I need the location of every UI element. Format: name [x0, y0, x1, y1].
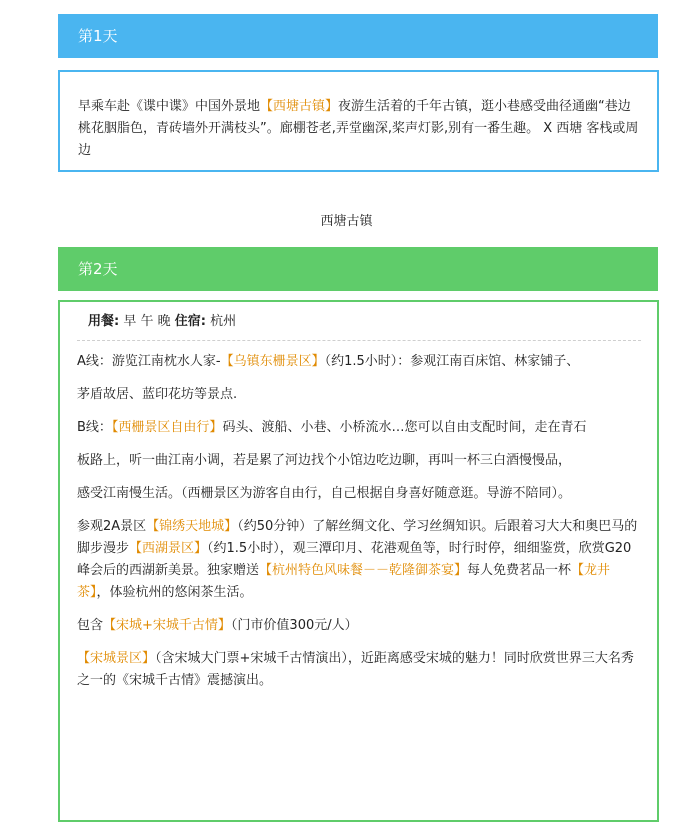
day1-content-box	[58, 70, 659, 172]
p6-highlight-3: 【杭州特色风味餐－－乾隆御茶宴】	[259, 563, 468, 578]
p6-text-e: ，体验杭州的悠闲茶生活。	[96, 585, 253, 600]
p8-highlight: 【宋城景区】	[77, 651, 156, 666]
day2-paragraph-3	[77, 417, 641, 439]
p1-highlight: 【乌镇东栅景区】	[220, 354, 325, 369]
day2-paragraph-5: 感受江南慢生活。（西栅景区为游客自由行，自己根据自身喜好随意逛。导游不陪同）。	[77, 486, 572, 501]
day1-text-after: 夜游生活着的千年古镇，逛小巷感受曲径通幽“巷边桃花胭脂色，青砖墙外开满枝头”。廊棚苍老,弄堂幽深,桨声灯影,别有一番生趣。 X 西塘 客栈或周边	[78, 99, 639, 158]
meals-value: 早 午 晚	[119, 314, 175, 329]
day2-paragraph-6	[77, 516, 641, 604]
p7-text: 包含	[77, 618, 104, 633]
day2-paragraph-8	[77, 648, 641, 692]
p3-text: B线：	[77, 420, 112, 435]
stay-value: 杭州	[205, 314, 237, 329]
p8-text: （含宋城大门票+宋城千古情演出），近距离感受宋城的魅力！同时欣赏世界三大名秀之一的《宋城千古情》震撼演出。	[77, 651, 634, 688]
p6-highlight-4: 【龙井茶】	[77, 563, 611, 600]
p6-highlight-2: 【西湖景区】	[129, 541, 208, 556]
day2-content-box	[58, 300, 659, 822]
photo-caption: 西塘古镇	[320, 214, 373, 229]
p6-text-d: 每人免费茗品一杯	[467, 563, 572, 578]
day2-paragraph-7	[77, 615, 641, 637]
meals-stay-row	[77, 312, 641, 336]
day2-paragraph-4: 板路上，听一曲江南小调，若是累了河边找个小馆边吃边聊，再叫一杯三白酒慢慢品，	[77, 453, 572, 468]
day2-header: 第2天	[58, 247, 658, 291]
stay-label: 住宿:	[174, 314, 206, 329]
p6-text: 参观2A景区	[77, 519, 147, 534]
day2-paragraph-1	[77, 351, 641, 373]
dashed-divider	[77, 340, 641, 341]
day1-text-before: 早乘车赴《谍中谍》中国外景地	[78, 99, 261, 114]
day1-description	[78, 96, 643, 162]
p1-text-after: （约1.5小时）：参观江南百床馆、林家铺子、	[324, 354, 580, 369]
p6-highlight-1: 【锦绣天地城】	[146, 519, 238, 534]
day1-header: 第1天	[58, 14, 658, 58]
p7-text-after: （门市价值300元/人）	[230, 618, 358, 633]
p7-highlight: 【宋城+宋城千古情】	[103, 618, 231, 633]
day1-highlight: 【西塘古镇】	[260, 99, 339, 114]
p3-highlight: 【西栅景区自由行】	[111, 420, 223, 435]
meals-label: 用餐:	[88, 314, 120, 329]
p6-text-b: （约50分钟）了解丝绸文化、学习丝绸知识。后跟着习大大和奥巴马的脚步漫步	[77, 519, 638, 556]
day2-paragraph-2: 茅盾故居、蓝印花坊等景点.	[77, 387, 238, 402]
p3-text-after: 码头、渡船、小巷、小桥流水…您可以自由支配时间，走在青石	[222, 420, 587, 435]
p6-text-c: （约1.5小时），观三潭印月、花港观鱼等，时行时停，细细鉴赏，欣赏G20峰会后的西湖新美景。独家赠送	[77, 541, 632, 578]
p1-text: A线：游览江南枕水人家-	[77, 354, 221, 369]
